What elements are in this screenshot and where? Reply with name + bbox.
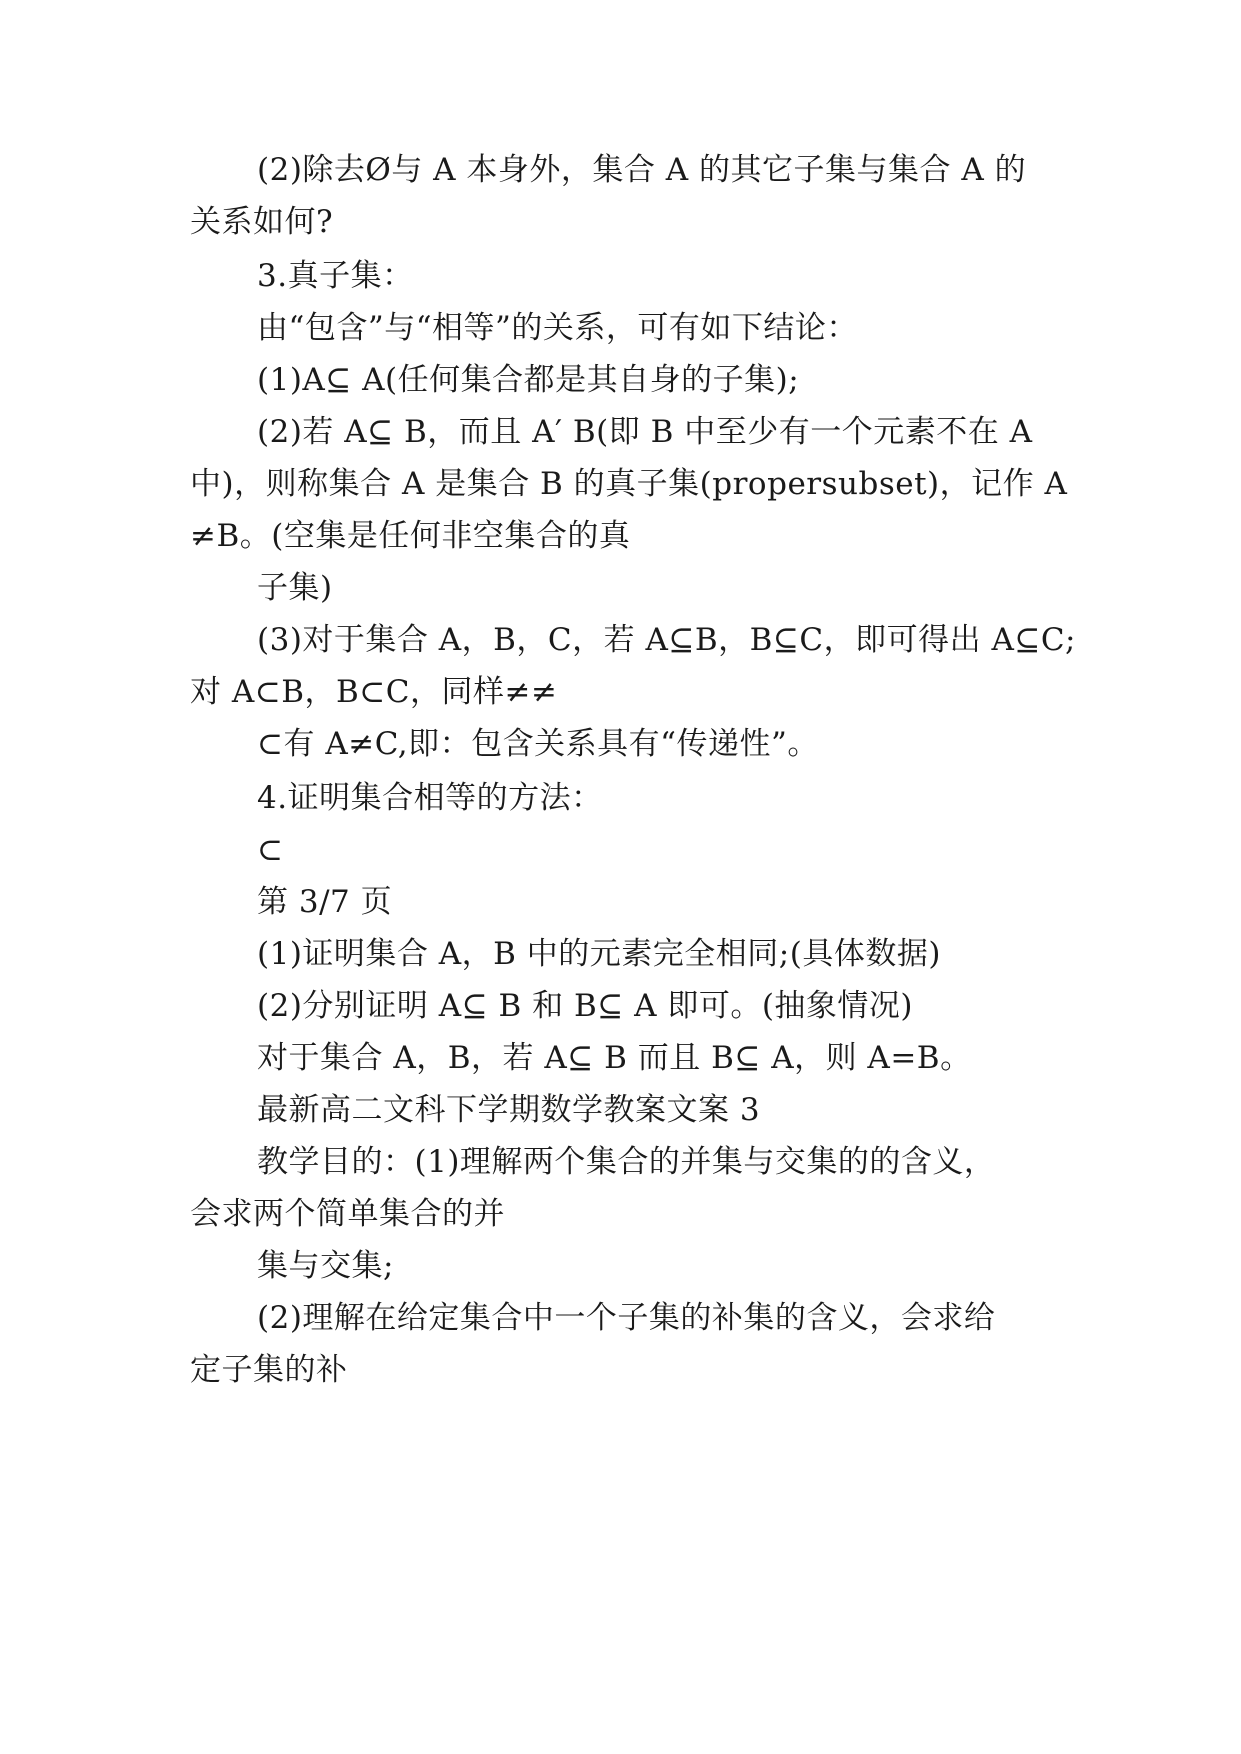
document-title: 最新高二文科下学期数学教案文案 3 [257, 1092, 761, 1128]
text-line: 教学目的：(1)理解两个集合的并集与交集的的含义， [257, 1144, 996, 1180]
text-line: (3)对于集合 A，B，C，若 A⊆B，B⊆C，即可得出 A⊆C; [257, 622, 1077, 658]
text-line: ⊂ [257, 832, 284, 868]
text-line: ⊂有 A≠C,即：包含关系具有“传递性”。 [257, 726, 819, 762]
text-line: 会求两个简单集合的并 [190, 1196, 505, 1232]
text-line: (2)若 A⊆ B，而且 A′ B(即 B 中至少有一个元素不在 A [257, 414, 1033, 450]
text-line: ≠B。(空集是任何非空集合的真 [190, 518, 631, 554]
text-line: 集与交集; [257, 1248, 394, 1284]
text-line: (2)分别证明 A⊆ B 和 B⊆ A 即可。(抽象情况) [257, 988, 914, 1024]
section-heading: 4.证明集合相等的方法： [257, 780, 603, 816]
text-line: 关系如何? [190, 204, 334, 240]
text-line: 由“包含”与“相等”的关系，可有如下结论： [257, 310, 858, 346]
text-line: 中)，则称集合 A 是集合 B 的真子集(propersubset)，记作 A [190, 466, 1068, 502]
text-line: (1)A⊆ A(任何集合都是其自身的子集); [257, 362, 800, 398]
page-number: 第 3/7 页 [257, 884, 393, 920]
text-line: (2)理解在给定集合中一个子集的补集的含义，会求给 [257, 1300, 996, 1336]
section-heading: 3.真子集： [257, 258, 414, 294]
text-line: 对于集合 A，B，若 A⊆ B 而且 B⊆ A，则 A=B。 [257, 1040, 972, 1076]
text-line: 定子集的补 [190, 1352, 348, 1388]
text-line: (2)除去Ø与 A 本身外，集合 A 的其它子集与集合 A 的 [257, 152, 1027, 188]
text-line: 子集) [257, 570, 333, 606]
text-line: (1)证明集合 A，B 中的元素完全相同;(具体数据) [257, 936, 941, 972]
text-line: 对 A⊂B，B⊂C，同样≠≠ [190, 674, 558, 710]
